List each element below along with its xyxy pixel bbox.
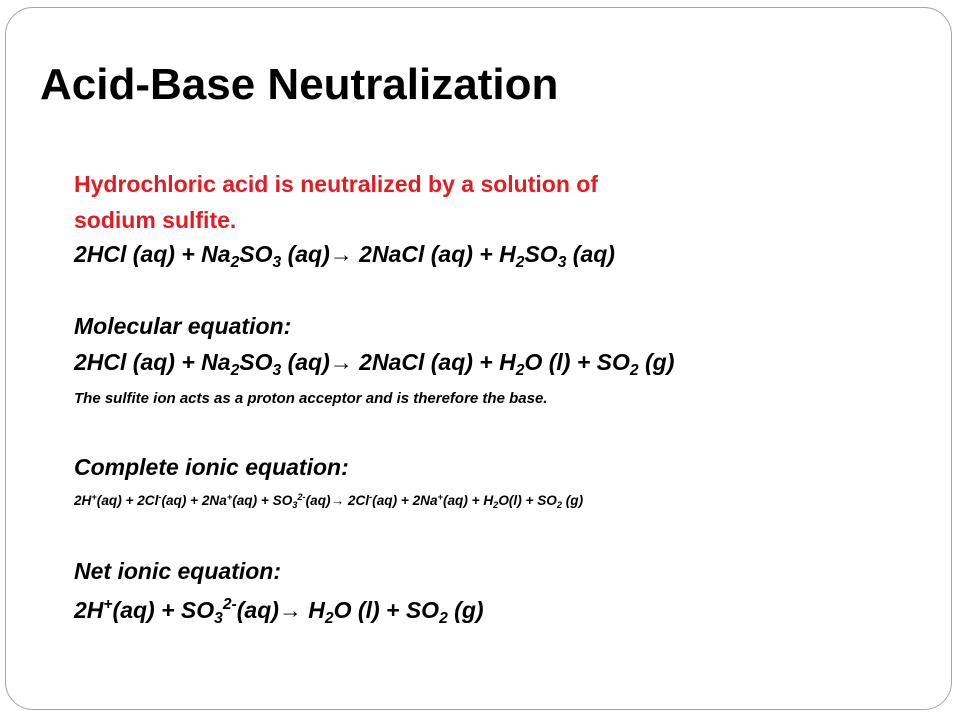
eq-text: 2HCl (aq) + Na [74, 241, 231, 267]
eq-subscript: 2 [493, 499, 499, 510]
net-ionic-equation-label: Net ionic equation: [74, 558, 281, 584]
problem-statement-line-1: Hydrochloric acid is neutralized by a solution of [74, 171, 598, 197]
eq-text: O (l) + SO [524, 349, 630, 375]
eq-text: 2H [74, 597, 104, 623]
eq-subscript: 3 [272, 361, 282, 379]
reaction-equation [74, 241, 615, 271]
complete-ionic-equation-label: Complete ionic equation: [74, 454, 349, 480]
eq-subscript: 3 [272, 253, 282, 271]
eq-subscript: 2 [515, 361, 525, 379]
eq-text: (g) [562, 493, 584, 508]
eq-superscript: - [158, 491, 162, 502]
arrow-icon: → [329, 349, 353, 375]
eq-text: 2H [74, 493, 92, 508]
eq-subscript: 3 [214, 609, 223, 627]
eq-text: (aq) + 2Cl [96, 493, 159, 508]
eq-subscript: 2 [629, 361, 639, 379]
complete-ionic-equation [74, 493, 583, 508]
eq-text: O (l) + SO [333, 597, 440, 623]
arrow-icon: → [330, 493, 345, 508]
eq-superscript: + [437, 491, 443, 502]
eq-text: 2NaCl (aq) + H [352, 349, 516, 375]
eq-text: (aq) + SO [232, 493, 293, 508]
eq-text: (aq) + 2Na [372, 493, 438, 508]
eq-text: SO [239, 241, 273, 267]
eq-subscript: 2 [515, 253, 525, 271]
eq-text: 2HCl (aq) + Na [74, 349, 231, 375]
eq-superscript: 2- [297, 491, 306, 502]
slide-title: Acid-Base Neutralization [40, 60, 559, 109]
eq-subscript: 3 [557, 253, 567, 271]
eq-superscript: + [103, 596, 113, 614]
eq-subscript: 2 [230, 361, 240, 379]
slide-frame [5, 7, 952, 710]
eq-subscript: 2 [324, 609, 334, 627]
eq-text: (aq) + SO [112, 597, 215, 623]
eq-superscript: + [226, 491, 233, 502]
eq-text: (aq) [566, 241, 615, 267]
eq-text: (g) [447, 597, 484, 623]
net-ionic-equation [74, 596, 484, 627]
eq-text: (aq) [236, 597, 279, 623]
eq-superscript: 2- [222, 596, 237, 614]
sulfite-base-note: The sulfite ion acts as a proton acceptor and is therefore the base. [74, 390, 548, 407]
molecular-equation [74, 349, 675, 379]
eq-text: (g) [638, 349, 675, 375]
eq-text: (aq) [281, 349, 330, 375]
eq-text: SO [239, 349, 273, 375]
molecular-equation-label: Molecular equation: [74, 313, 292, 339]
eq-text: (aq) + H [442, 493, 494, 508]
eq-text: H [301, 597, 325, 623]
eq-superscript: - [369, 491, 373, 502]
eq-text: (aq) + 2Na [161, 493, 227, 508]
eq-subscript: 3 [292, 499, 298, 510]
eq-subscript: 2 [439, 609, 448, 627]
eq-text: 2NaCl (aq) + H [352, 241, 516, 267]
eq-text: O(l) + SO [498, 493, 557, 508]
eq-text: 2Cl [344, 493, 370, 508]
eq-superscript: + [91, 491, 97, 502]
arrow-icon: → [278, 597, 302, 623]
eq-subscript: 2 [556, 499, 562, 510]
eq-text: SO [524, 241, 558, 267]
arrow-icon: → [329, 241, 353, 267]
problem-statement-line-2: sodium sulfite. [74, 207, 237, 233]
eq-text: (aq) [305, 493, 331, 508]
eq-text: (aq) [281, 241, 330, 267]
eq-subscript: 2 [230, 253, 240, 271]
